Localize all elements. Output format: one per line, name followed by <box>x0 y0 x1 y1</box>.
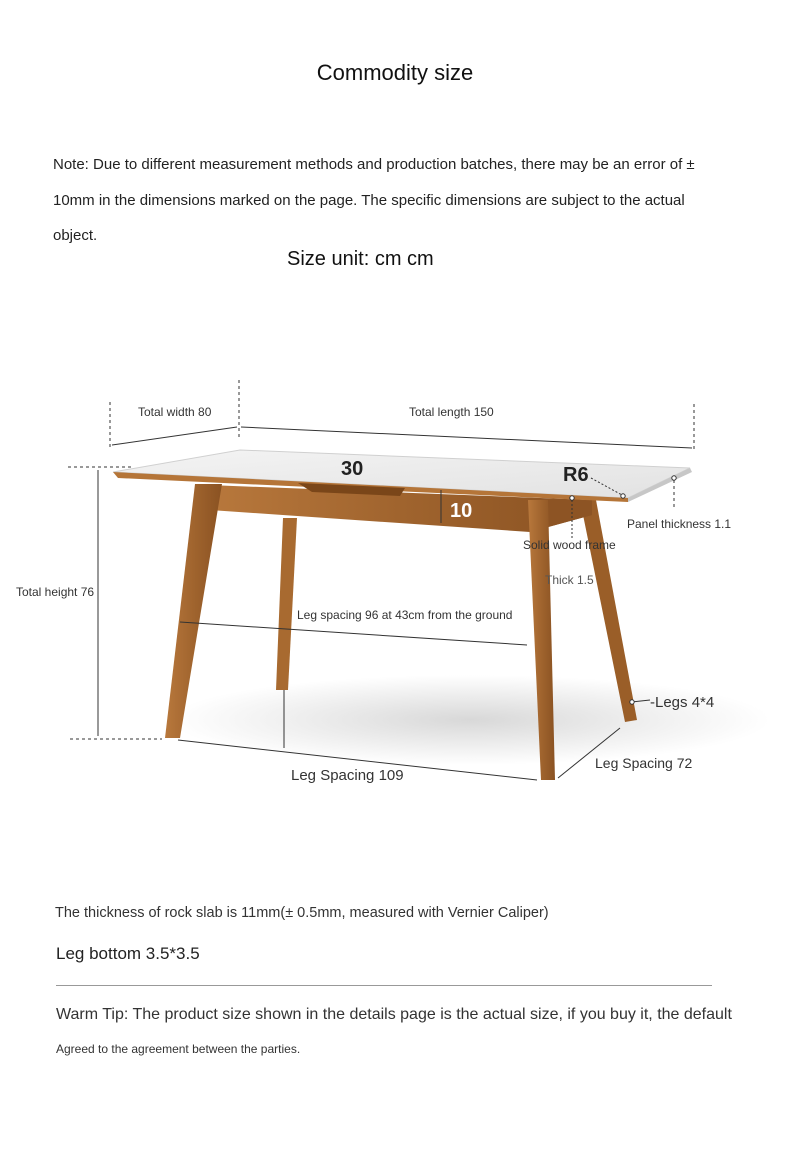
measurement-note: Note: Due to different measurement methods and production batches, there may be an error of ± 10mm in the dimensions marked on the page. The specific dimensions are subject to the actual object. <box>53 156 695 244</box>
size-unit-label: Size unit: cm cm <box>287 248 434 270</box>
agreement-note: Agreed to the agreement between the parties. <box>56 1042 301 1056</box>
floor-shadow <box>170 675 770 765</box>
total-length-label: Total length 150 <box>409 405 494 419</box>
warm-tip: Warm Tip: The product size shown in the details page is the actual size, if you buy it, the default <box>56 1006 732 1023</box>
back-left-leg <box>276 518 297 690</box>
leg-spacing-length-label: Leg Spacing 109 <box>291 767 404 784</box>
frame-thickness-label: Thick 1.5 <box>545 573 594 587</box>
table-dimension-diagram <box>0 360 790 800</box>
leg-bottom-size: Leg bottom 3.5*3.5 <box>56 944 200 963</box>
leg-spacing-mid-label: Leg spacing 96 at 43cm from the ground <box>297 608 513 622</box>
page-title: Commodity size <box>316 60 474 85</box>
extension-length-label: 30 <box>341 458 364 480</box>
leg-spacing-width-label: Leg Spacing 72 <box>595 755 693 771</box>
total-height-label: Total height 76 <box>16 585 95 599</box>
corner-radius-label: R6 <box>563 464 589 486</box>
panel-thickness-label: Panel thickness 1.1 <box>627 517 732 531</box>
legs-size-label: -Legs 4*4 <box>650 694 715 711</box>
apron-height-label: 10 <box>450 500 473 522</box>
divider <box>56 985 712 986</box>
frame-label: Solid wood frame <box>523 538 616 552</box>
total-width-label: Total width 80 <box>138 405 212 419</box>
slab-thickness-note: The thickness of rock slab is 11mm(± 0.5mm, measured with Vernier Caliper) <box>55 905 549 921</box>
